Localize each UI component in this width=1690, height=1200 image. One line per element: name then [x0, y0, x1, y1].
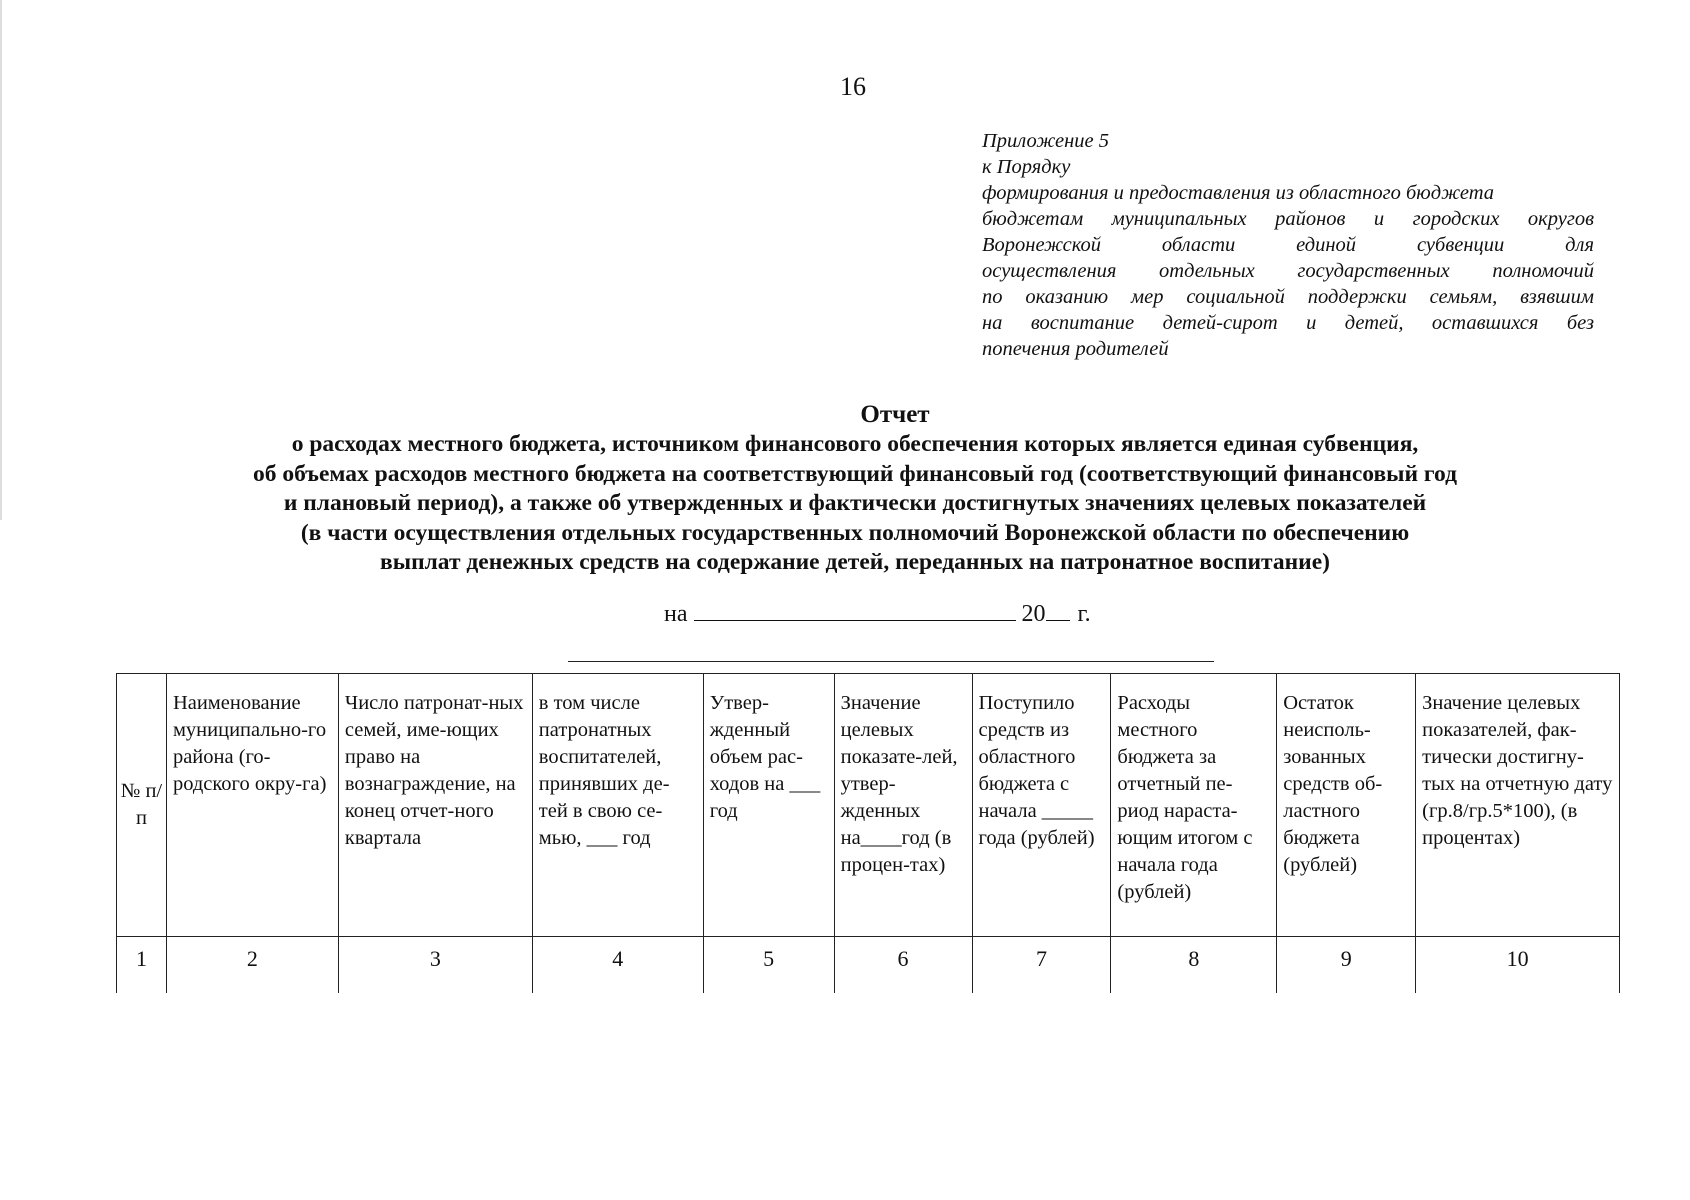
- column-number: 4: [532, 937, 703, 994]
- table-header-row: [117, 674, 1620, 937]
- header-cell: Значение целевых показателей, фак-тически достигну-тых на отчетную дату (гр.8/гр.5*100), (в процентах): [1416, 674, 1620, 937]
- column-number: 10: [1416, 937, 1620, 994]
- header-cell: Значение целевых показате-лей, утвер-жденных на____год (в процен-тах): [834, 674, 972, 937]
- column-number: 7: [972, 937, 1111, 994]
- report-table: [116, 673, 1620, 993]
- date-year-prefix: 20: [1021, 601, 1046, 627]
- year-blank: [1046, 600, 1070, 621]
- column-number: 5: [703, 937, 834, 994]
- header-cell: Поступило средств из областного бюджета с начала _____ года (рублей): [972, 674, 1111, 937]
- appendix-line: осуществления отдельных государственных полномочий: [982, 260, 1594, 282]
- appendix-line: бюджетам муниципальных районов и городских округов: [982, 208, 1594, 230]
- header-cell: Утвер-жденный объем рас-ходов на ___ год: [703, 674, 834, 937]
- subtitle-line: (в части осуществления отдельных государственных полномочий Воронежской области по обеспечению: [300, 519, 1410, 546]
- date-suffix: г.: [1077, 601, 1091, 627]
- column-number: 6: [834, 937, 972, 994]
- subtitle-line: и плановый период), а также об утвержденных и фактически достигнутых значениях целевых показателей: [283, 490, 1427, 516]
- appendix-line: по оказанию мер социальной поддержки семьям, взявшим: [982, 286, 1594, 308]
- column-number: 1: [117, 937, 167, 994]
- separator-line: [568, 661, 1214, 662]
- scan-edge: [0, 0, 2, 520]
- report-date-line: [664, 600, 1091, 628]
- date-prefix: на: [664, 601, 688, 627]
- header-cell: Расходы местного бюджета за отчетный пе-риод нараста-ющим итогом с начала года (рублей): [1111, 674, 1277, 937]
- column-number-row: [117, 937, 1620, 994]
- column-number: 8: [1111, 937, 1277, 994]
- appendix-line: к Порядку: [982, 156, 1071, 178]
- column-number: 9: [1277, 937, 1416, 994]
- appendix-line: на воспитание детей-сирот и детей, оставшихся без: [982, 312, 1594, 334]
- subtitle-line: об объемах расходов местного бюджета на соответствующий финансовый год (соответствующий финансовый год: [253, 460, 1457, 487]
- header-cell: Наименование муниципально-го района (го-родского окру-га): [166, 674, 338, 937]
- appendix-line: попечения родителей: [982, 338, 1169, 360]
- appendix-line: Приложение 5: [982, 130, 1110, 152]
- appendix-line: формирования и предоставления из областного бюджета: [982, 182, 1495, 204]
- page-number: 16: [840, 72, 866, 101]
- report-title: Отчет: [860, 401, 930, 428]
- header-cell: Остаток неисполь-зованных средств об-ластного бюджета (рублей): [1277, 674, 1416, 937]
- subtitle-line: о расходах местного бюджета, источником финансового обеспечения которых является единая субвенция,: [291, 431, 1419, 457]
- column-number: 3: [338, 937, 532, 994]
- date-blank: [694, 600, 1016, 621]
- header-cell: в том числе патронатных воспитателей, принявших де-тей в свою се-мью, ___ год: [532, 674, 703, 937]
- appendix-line: Воронежской области единой субвенции для: [982, 234, 1594, 256]
- column-number: 2: [166, 937, 338, 994]
- report-subtitle: [120, 430, 1590, 578]
- subtitle-line: выплат денежных средств на содержание детей, переданных на патронатное воспитание): [380, 549, 1330, 575]
- appendix-note: [982, 128, 1594, 362]
- header-cell: Число патронат-ных семей, име-ющих право на вознаграждение, на конец отчет-ного квартала: [338, 674, 532, 937]
- header-cell: № п/п: [117, 674, 167, 937]
